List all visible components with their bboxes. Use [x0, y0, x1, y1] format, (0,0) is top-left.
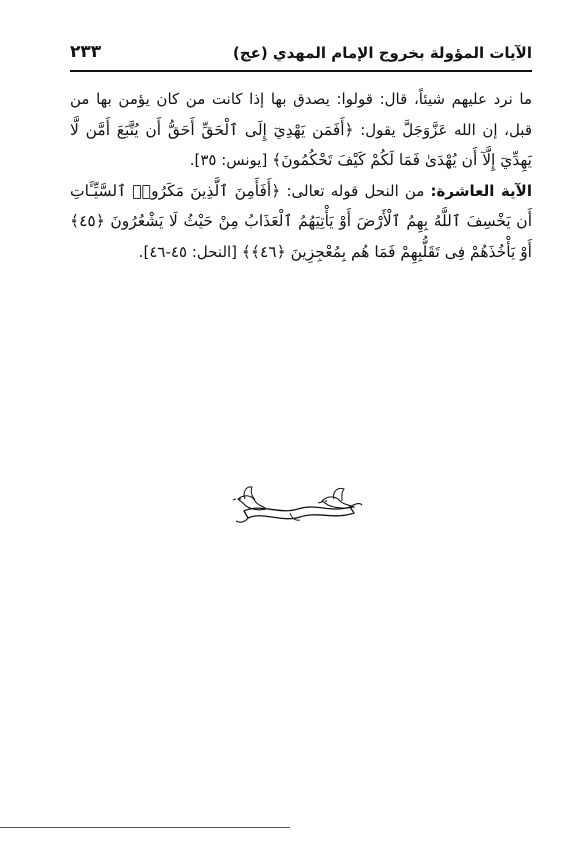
verse-section-label: الآية العاشرة: — [430, 181, 532, 200]
citation-yunus: [يونس: ٣٥]. — [189, 151, 273, 169]
paragraph-2 — [70, 176, 532, 268]
quran-verse-yunus: ﴿أَفَمَن يَهْدِيٓ إِلَى ٱلْحَقِّ أَحَقُّ أَن يُتَّبَعَ أَمَّن لَّا يَهِدِّيٓ إِلَّآ أَن يُهْدَىٰ فَمَا لَكُمْ كَيْفَ تَحْكُمُونَ﴾ — [70, 120, 532, 169]
honorific: عَزَّوَجَلَّ — [402, 120, 448, 139]
page-body — [70, 84, 532, 267]
paragraph-1-text-a: ما نرد عليهم شيئاً، قال: قولوا: يصدق بها إذا كانت من كان يؤمن بها من قبل، إن الله — [70, 90, 533, 139]
header-divider — [70, 70, 532, 72]
page-header — [70, 38, 532, 68]
footer-divider — [0, 827, 290, 828]
paragraph-1-text-b: يقول: — [353, 120, 403, 139]
doves-ribbon-ornament-icon — [230, 483, 365, 533]
quran-verse-nahl: ﴿أَفَأَمِنَ ٱلَّذِينَ مَكَرُوا۟ ٱلسَّيِّـَٔاتِ أَن يَخْسِفَ ٱللَّهُ بِهِمُ ٱلْأَرْضَ أَوْ يَأْتِيَهُمُ ٱلْعَذَابُ مِنْ حَيْثُ لَا يَشْعُرُونَ ﴿٤٥﴾ أَوْ يَأْخُذَهُمْ فِى تَقَلُّبِهِمْ فَمَا هُم بِمُعْجِزِينَ ﴿٤٦﴾﴾ — [70, 181, 532, 261]
page-number: ٢٣٣ — [70, 42, 102, 62]
citation-nahl: [النحل: ٤٥-٤٦]. — [138, 242, 242, 261]
paragraph-2-text-a: من النحل قوله تعالى: — [280, 181, 431, 200]
running-title: الآيات المؤولة بخروج الإمام المهدي (عج) — [232, 44, 532, 62]
paragraph-1 — [70, 84, 532, 176]
